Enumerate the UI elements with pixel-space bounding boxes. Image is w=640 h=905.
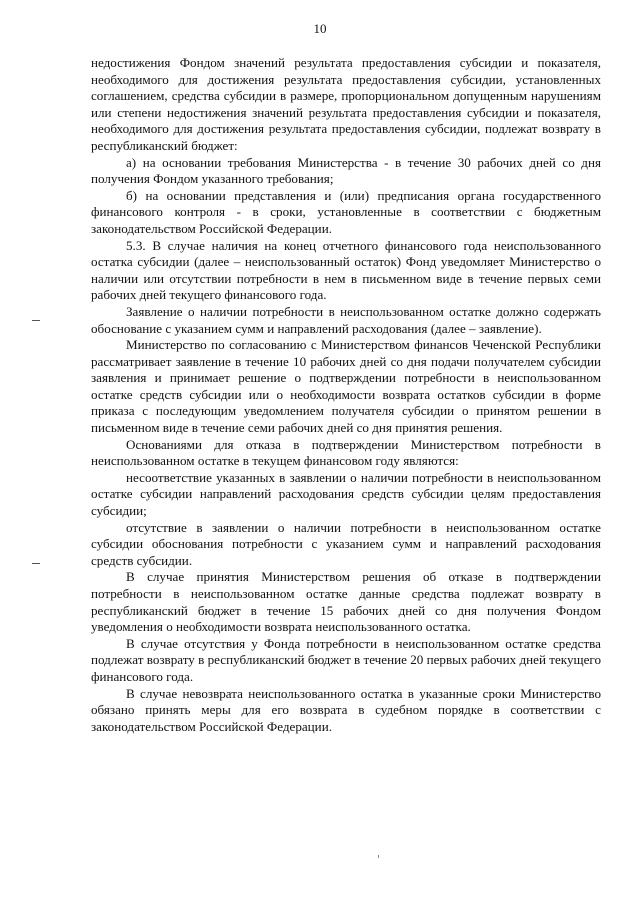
paragraph-court-recovery: В случае невозврата неиспользованного остатка в указанные сроки Министерство обязано принять меры для его возврата в судебном порядке в соответствии с законодательством Российской Федерации. <box>91 685 601 734</box>
margin-mark <box>32 563 40 564</box>
paragraph-no-need-return: В случае отсутствия у Фонда потребности в неиспользованном остатке средства подлежат возврату в республиканский бюджет в течение 20 первых рабочих дней текущего финансового года. <box>91 635 601 684</box>
paragraph-continuation: недостижения Фондом значений результата предоставления субсидии и показателя, необходимого для достижения результата предоставления субсидии, установленных соглашением, средства субсидии в размере, пропорциональном допущенным нарушениям или степени недостижения значений результата предоставления субсидии и показателя, необходимого для достижения результата предоставления субсидии, подлежат возврату в республиканский бюджет: <box>91 55 601 153</box>
paragraph-5-3: 5.3. В случае наличия на конец отчетного финансового года неиспользованного остатка субсидии (далее – неиспользованный остаток) Фонд уведомляет Министерство о наличии или отсутствии потребности в нем в письменном виде в течение первых семи рабочих дней текущего финансового года. <box>91 237 601 303</box>
scan-speck <box>378 855 379 858</box>
paragraph-item-a: а) на основании требования Министерства - в течение 30 рабочих дней со дня получения Фондом указанного требования; <box>91 154 601 187</box>
paragraph-review: Министерство по согласованию с Министерством финансов Чеченской Республики рассматривает заявление в течение 10 рабочих дней со дня подачи получателем субсидии заявления и принимает решение о подтверждении потребности в неиспользованном остатке средств субсидии или о необходимости возврата остатков субсидии в форме приказа с последующим уведомлением получателя субсидии о принятом решении в письменном виде в течение семи рабочих дней со дня принятия решения. <box>91 337 601 436</box>
paragraph-ground-2: отсутствие в заявлении о наличии потребности в неиспользованном остатке субсидии обоснования потребности с указанием сумм и направлений расходования средств субсидии. <box>91 519 601 568</box>
paragraph-refusal-grounds: Основаниями для отказа в подтверждении Министерством потребности в неиспользованном остатке в текущем финансовом году являются: <box>91 436 601 469</box>
page-number: 10 <box>313 21 327 36</box>
document-body <box>91 55 601 735</box>
paragraph-ground-1: несоответствие указанных в заявлении о наличии потребности в неиспользованном остатке субсидии направлений расходования средств субсидии целям предоставления субсидии; <box>91 469 601 519</box>
paragraph-refusal-return: В случае принятия Министерством решения об отказе в подтверждении потребности в неиспользованном остатке данные средства подлежат возврату в республиканский бюджет в течение 15 рабочих дней со дня получения Фондом уведомления о необходимости возврата неиспользованного остатка. <box>91 569 601 635</box>
paragraph-application: Заявление о наличии потребности в неиспользованном остатке должно содержать обоснование с указанием сумм и направлений расходования (далее – заявление). <box>91 303 601 336</box>
margin-mark <box>32 320 40 321</box>
paragraph-item-b: б) на основании представления и (или) предписания органа государственного финансового контроля - в сроки, установленные в соответствии с бюджетным законодательством Российской Федерации. <box>91 187 601 236</box>
